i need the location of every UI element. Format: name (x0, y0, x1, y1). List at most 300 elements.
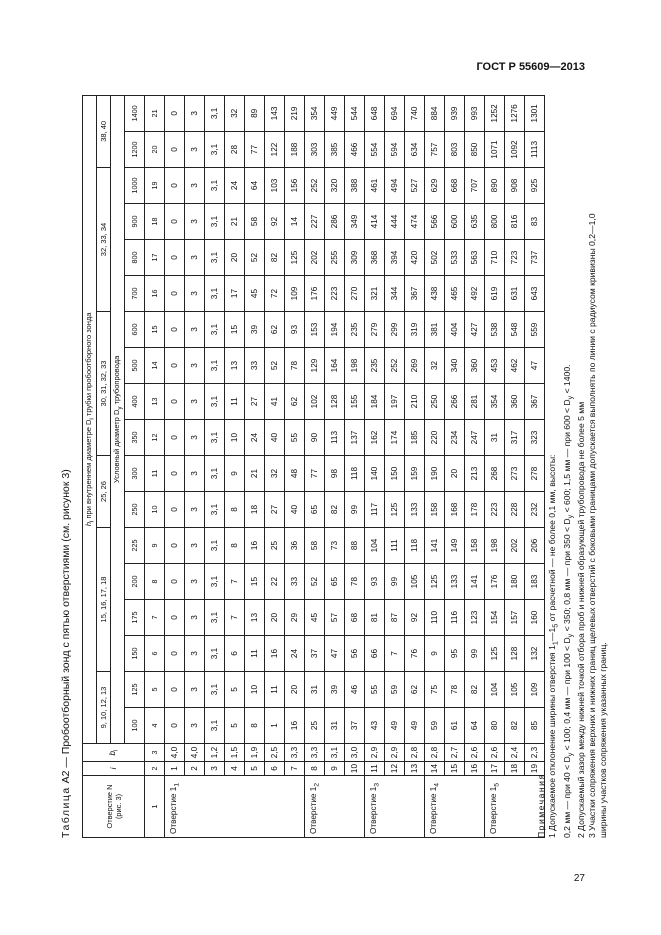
document-code: ГОСТ Р 55609—2013 (476, 61, 585, 73)
table-row (245, 95, 265, 837)
value-cell: 250 (425, 384, 445, 420)
value-cell: 15 (245, 564, 265, 600)
value-cell: 220 (425, 420, 445, 456)
group-row (97, 95, 111, 837)
value-cell: 740 (405, 95, 425, 131)
value-cell: 21 (225, 204, 245, 240)
value-cell: 141 (425, 528, 445, 564)
value-cell: 299 (385, 312, 405, 348)
value-cell: 78 (345, 564, 365, 600)
hole-label-sub: 1 (173, 782, 181, 787)
value-cell: 266 (445, 384, 465, 420)
value-cell: 20 (285, 672, 305, 708)
value-cell: 0 (165, 240, 185, 276)
width-cell: 2,8 (405, 744, 425, 762)
b-header: $b_i$ (83, 744, 145, 762)
table-row (305, 95, 325, 837)
diameter-cell: 400 (125, 384, 145, 420)
value-cell: 223 (485, 492, 505, 528)
value-cell: 104 (365, 528, 385, 564)
value-cell: 62 (285, 384, 305, 420)
value-cell: 8 (225, 528, 245, 564)
value-cell: 40 (265, 420, 285, 456)
cond-diam-header: Условный диаметр $D_y$ трубопровода (111, 95, 125, 743)
value-cell: 202 (505, 528, 525, 564)
value-cell: 20 (265, 600, 285, 636)
value-cell: 137 (345, 420, 365, 456)
value-cell: 46 (345, 672, 365, 708)
page-number: 27 (573, 873, 585, 884)
value-cell: 185 (405, 420, 425, 456)
value-cell: 3,1 (205, 672, 225, 708)
value-cell: 99 (385, 564, 405, 600)
column-number-cell: 1 (145, 776, 165, 838)
value-cell: 668 (445, 168, 465, 204)
value-cell: 3 (185, 492, 205, 528)
note-1: 1 Допускаемое отклонение ширины отверстия $1_1—1_5$ от расчетной — не более 0,1 мм, высоты: (547, 454, 560, 838)
value-cell: 125 (485, 636, 505, 672)
value-cell: 24 (245, 420, 265, 456)
width-cell: 3,3 (285, 744, 305, 762)
diameter-cell: 250 (125, 492, 145, 528)
probe-table (82, 95, 545, 838)
value-cell: 153 (305, 312, 325, 348)
value-cell: 0 (165, 708, 185, 744)
value-cell: 117 (365, 492, 385, 528)
value-cell: 0 (165, 528, 185, 564)
caption-text: А2 — Пробоотборный зонд с пятью отверстиями (см. рисунок 3) (60, 469, 72, 787)
value-cell: 68 (345, 600, 365, 636)
value-cell: 213 (465, 456, 485, 492)
value-cell: 281 (465, 384, 485, 420)
note-1-cont: 0,2 мм — при $40 < D_y < 100$; 0,4 мм — при $100 < D_y < 350$; 0,8 мм — при $350 < D_y < 600$; 1,5 мм — при $600 < D_y < 1400$. (561, 364, 575, 838)
value-cell: 3,1 (205, 636, 225, 672)
value-cell: 850 (465, 132, 485, 168)
value-cell: 80 (485, 708, 505, 744)
value-cell: 83 (525, 204, 545, 240)
i-header: i (83, 762, 145, 776)
value-cell: 20 (225, 240, 245, 276)
value-cell: 3,1 (205, 95, 225, 131)
width-cell: 3,3 (305, 744, 325, 762)
value-cell: 219 (285, 95, 305, 131)
value-cell: 0 (165, 132, 185, 168)
value-cell: 3 (185, 132, 205, 168)
value-cell: 178 (465, 492, 485, 528)
value-cell: 1301 (525, 95, 545, 131)
value-cell: 309 (345, 240, 365, 276)
value-cell: 45 (305, 600, 325, 636)
value-cell: 7 (385, 636, 405, 672)
column-number-cell: 19 (145, 168, 165, 204)
value-cell: 394 (385, 240, 405, 276)
value-cell: 31 (305, 672, 325, 708)
value-cell: 648 (365, 95, 385, 131)
value-cell: 0 (165, 672, 185, 708)
value-cell: 41 (265, 384, 285, 420)
column-number-cell: 17 (145, 240, 165, 276)
value-cell: 99 (465, 636, 485, 672)
value-cell: 340 (445, 348, 465, 384)
value-cell: 14 (285, 204, 305, 240)
value-cell: 33 (245, 348, 265, 384)
value-cell: 3 (185, 348, 205, 384)
value-cell: 3 (185, 276, 205, 312)
value-cell: 1113 (525, 132, 545, 168)
group-header: 38, 40 (97, 95, 111, 167)
column-number-cell: 18 (145, 204, 165, 240)
column-number-cell: 21 (145, 95, 165, 131)
width-cell: 3,1 (325, 744, 345, 762)
value-cell: 0 (165, 636, 185, 672)
value-cell: 158 (425, 492, 445, 528)
value-cell: 0 (165, 276, 185, 312)
value-cell: 87 (385, 600, 405, 636)
value-cell: 559 (525, 312, 545, 348)
value-cell: 62 (265, 312, 285, 348)
value-cell: 90 (305, 420, 325, 456)
value-cell: 474 (405, 204, 425, 240)
column-number-cell: 3 (145, 744, 165, 762)
value-cell: 925 (525, 168, 545, 204)
column-number-cell: 8 (145, 564, 165, 600)
value-cell: 1 (265, 708, 285, 744)
diameter-cell: 800 (125, 240, 145, 276)
value-cell: 349 (345, 204, 365, 240)
table-row (425, 95, 445, 837)
value-cell: 10 (245, 672, 265, 708)
rotated-page-content (60, 78, 609, 838)
value-cell: 449 (325, 95, 345, 131)
value-cell: 184 (365, 384, 385, 420)
hole-label-cell (425, 776, 485, 838)
value-cell: 125 (385, 492, 405, 528)
index-cell: 9 (325, 762, 345, 776)
value-cell: 634 (405, 132, 425, 168)
value-cell: 27 (265, 492, 285, 528)
value-cell: 563 (465, 240, 485, 276)
value-cell: 367 (525, 384, 545, 420)
value-cell: 58 (245, 204, 265, 240)
value-cell: 82 (265, 240, 285, 276)
value-cell: 194 (325, 312, 345, 348)
value-cell: 3 (185, 204, 205, 240)
value-cell: 89 (245, 95, 265, 131)
value-cell: 158 (465, 528, 485, 564)
column-number-cell: 2 (145, 762, 165, 776)
value-cell: 118 (345, 456, 365, 492)
value-cell: 344 (385, 276, 405, 312)
value-cell: 59 (385, 672, 405, 708)
group-header: 15, 16, 17, 18 (97, 528, 111, 672)
value-cell: 3 (185, 636, 205, 672)
value-cell: 381 (425, 312, 445, 348)
width-cell: 2,8 (425, 744, 445, 762)
value-cell: 544 (345, 95, 365, 131)
value-cell: 111 (385, 528, 405, 564)
value-cell: 594 (385, 132, 405, 168)
table-row (185, 95, 205, 837)
diameter-cell: 1200 (125, 132, 145, 168)
value-cell: 5 (225, 708, 245, 744)
value-cell: 803 (445, 132, 465, 168)
value-cell: 11 (265, 672, 285, 708)
value-cell: 360 (465, 348, 485, 384)
table-row (165, 95, 185, 837)
value-cell: 160 (525, 600, 545, 636)
value-cell: 206 (525, 528, 545, 564)
value-cell: 235 (365, 348, 385, 384)
value-cell: 188 (285, 132, 305, 168)
hole-label-cell (305, 776, 365, 838)
value-cell: 61 (445, 708, 465, 744)
value-cell: 24 (225, 168, 245, 204)
diameter-row (125, 95, 145, 837)
value-cell: 252 (305, 168, 325, 204)
value-cell: 125 (425, 564, 445, 600)
value-cell: 303 (305, 132, 325, 168)
value-cell: 462 (505, 348, 525, 384)
width-cell: 4,0 (185, 744, 205, 762)
value-cell: 102 (305, 384, 325, 420)
diameter-cell: 175 (125, 600, 145, 636)
value-cell: 466 (345, 132, 365, 168)
value-cell: 3 (185, 420, 205, 456)
value-cell: 123 (465, 600, 485, 636)
value-cell: 8 (245, 708, 265, 744)
value-cell: 47 (325, 636, 345, 672)
value-cell: 64 (465, 708, 485, 744)
value-cell: 55 (365, 672, 385, 708)
hole-label: Отверстие 1 (309, 786, 318, 834)
index-cell: 12 (385, 762, 405, 776)
value-cell: 95 (445, 636, 465, 672)
value-cell: 92 (265, 204, 285, 240)
index-cell: 7 (285, 762, 305, 776)
value-cell: 128 (325, 384, 345, 420)
value-cell: 354 (305, 95, 325, 131)
value-cell: 20 (445, 456, 465, 492)
value-cell: 39 (325, 672, 345, 708)
diameter-cell: 1400 (125, 95, 145, 131)
value-cell: 3,1 (205, 420, 225, 456)
value-cell: 533 (445, 240, 465, 276)
value-cell: 816 (505, 204, 525, 240)
value-cell: 168 (445, 492, 465, 528)
value-cell: 21 (245, 456, 265, 492)
value-cell: 65 (325, 564, 345, 600)
value-cell: 93 (285, 312, 305, 348)
value-cell: 82 (325, 492, 345, 528)
value-cell: 235 (345, 312, 365, 348)
value-cell: 228 (505, 492, 525, 528)
width-cell: 2,3 (525, 744, 545, 762)
column-number-cell: 11 (145, 456, 165, 492)
diameter-cell: 1000 (125, 168, 145, 204)
value-cell: 58 (305, 528, 325, 564)
index-cell: 10 (345, 762, 365, 776)
value-cell: 113 (325, 420, 345, 456)
value-cell: 884 (425, 95, 445, 131)
value-cell: 0 (165, 456, 185, 492)
value-cell: 104 (485, 672, 505, 708)
value-cell: 88 (345, 528, 365, 564)
value-cell: 3,1 (205, 564, 225, 600)
column-number-row (145, 95, 165, 837)
group-header: 25, 26 (97, 456, 111, 528)
value-cell: 15 (225, 312, 245, 348)
value-cell: 103 (265, 168, 285, 204)
value-cell: 3 (185, 240, 205, 276)
index-cell: 16 (465, 762, 485, 776)
notes-title: Примечания (536, 773, 546, 838)
value-cell: 367 (405, 276, 425, 312)
column-number-cell: 10 (145, 492, 165, 528)
value-cell: 8 (225, 492, 245, 528)
diameter-cell: 125 (125, 672, 145, 708)
value-cell: 3,1 (205, 600, 225, 636)
value-cell: 164 (325, 348, 345, 384)
value-cell: 78 (285, 348, 305, 384)
hole-label-sub: 3 (373, 782, 381, 787)
value-cell: 31 (325, 708, 345, 744)
table-row (505, 95, 525, 837)
hole-label: Отверстие 1 (429, 786, 438, 834)
value-cell: 162 (365, 420, 385, 456)
value-cell: 414 (365, 204, 385, 240)
index-cell: 3 (205, 762, 225, 776)
value-cell: 227 (305, 204, 325, 240)
value-cell: 52 (265, 348, 285, 384)
value-cell: 420 (405, 240, 425, 276)
value-cell: 3,1 (205, 312, 225, 348)
value-cell: 707 (465, 168, 485, 204)
value-cell: 33 (285, 564, 305, 600)
value-cell: 3 (185, 564, 205, 600)
value-cell: 10 (225, 420, 245, 456)
value-cell: 278 (525, 456, 545, 492)
value-cell: 25 (265, 528, 285, 564)
value-cell: 0 (165, 95, 185, 131)
value-cell: 154 (485, 600, 505, 636)
value-cell: 149 (445, 528, 465, 564)
h-header: $h_i$ при внутреннем диаметре $D_i$ трубки пробоотборного зонда (83, 95, 97, 743)
value-cell: 56 (345, 636, 365, 672)
hole-label: Отверстие 1 (169, 786, 178, 834)
value-cell: 465 (445, 276, 465, 312)
value-cell: 150 (385, 456, 405, 492)
column-number-cell: 14 (145, 348, 165, 384)
value-cell: 27 (245, 384, 265, 420)
note-3: 3 Участки сопряжения верхних и нижних границ щелевых отверстий с боковыми границами допускается выполнять по линии с радиусом кривизны 0,2—1,0 (587, 213, 598, 838)
value-cell: 37 (345, 708, 365, 744)
diameter-cell: 200 (125, 564, 145, 600)
value-cell: 0 (165, 600, 185, 636)
width-cell: 2,5 (265, 744, 285, 762)
value-cell: 3 (185, 456, 205, 492)
diameter-cell: 500 (125, 348, 145, 384)
value-cell: 0 (165, 312, 185, 348)
value-cell: 890 (485, 168, 505, 204)
value-cell: 6 (225, 636, 245, 672)
diameter-cell: 150 (125, 636, 145, 672)
value-cell: 7 (225, 600, 245, 636)
value-cell: 723 (505, 240, 525, 276)
value-cell: 0 (165, 348, 185, 384)
value-cell: 527 (405, 168, 425, 204)
width-cell: 1,5 (225, 744, 245, 762)
index-cell: 8 (305, 762, 325, 776)
value-cell: 800 (485, 204, 505, 240)
value-cell: 125 (285, 240, 305, 276)
value-cell: 323 (525, 420, 545, 456)
diameter-cell: 225 (125, 528, 145, 564)
value-cell: 453 (485, 348, 505, 384)
width-cell: 3,0 (345, 744, 365, 762)
value-cell: 176 (305, 276, 325, 312)
value-cell: 180 (505, 564, 525, 600)
value-cell: 55 (285, 420, 305, 456)
index-cell: 17 (485, 762, 505, 776)
value-cell: 438 (425, 276, 445, 312)
value-cell: 3,1 (205, 492, 225, 528)
diameter-cell: 600 (125, 312, 145, 348)
value-cell: 1276 (505, 95, 525, 131)
value-cell: 0 (165, 420, 185, 456)
value-cell: 694 (385, 95, 405, 131)
value-cell: 109 (525, 672, 545, 708)
value-cell: 156 (285, 168, 305, 204)
width-cell: 2,9 (365, 744, 385, 762)
value-cell: 174 (385, 420, 405, 456)
value-cell: 444 (385, 204, 405, 240)
value-cell: 3 (185, 384, 205, 420)
hole-label: Отверстие 1 (489, 786, 498, 834)
value-cell: 25 (305, 708, 325, 744)
value-cell: 737 (525, 240, 545, 276)
value-cell: 319 (405, 312, 425, 348)
value-cell: 155 (345, 384, 365, 420)
table-row (485, 95, 505, 837)
value-cell: 939 (445, 95, 465, 131)
value-cell: 49 (405, 708, 425, 744)
value-cell: 3,1 (205, 348, 225, 384)
column-number-cell: 9 (145, 528, 165, 564)
value-cell: 48 (285, 456, 305, 492)
value-cell: 0 (165, 492, 185, 528)
value-cell: 1252 (485, 95, 505, 131)
table-row (405, 95, 425, 837)
note-3-cont: ширины участков сопряжения указанных границ. (598, 642, 609, 838)
value-cell: 85 (525, 708, 545, 744)
value-cell: 16 (245, 528, 265, 564)
value-cell: 52 (245, 240, 265, 276)
width-cell: 1,2 (205, 744, 225, 762)
value-cell: 269 (405, 348, 425, 384)
value-cell: 631 (505, 276, 525, 312)
index-cell: 5 (245, 762, 265, 776)
value-cell: 3,1 (205, 168, 225, 204)
value-cell: 52 (305, 564, 325, 600)
value-cell: 0 (165, 168, 185, 204)
width-cell: 2,4 (505, 744, 525, 762)
value-cell: 65 (305, 492, 325, 528)
value-cell: 28 (225, 132, 245, 168)
column-number-cell: 16 (145, 276, 165, 312)
diameter-cell: 700 (125, 276, 145, 312)
value-cell: 183 (525, 564, 545, 600)
value-cell: 198 (345, 348, 365, 384)
